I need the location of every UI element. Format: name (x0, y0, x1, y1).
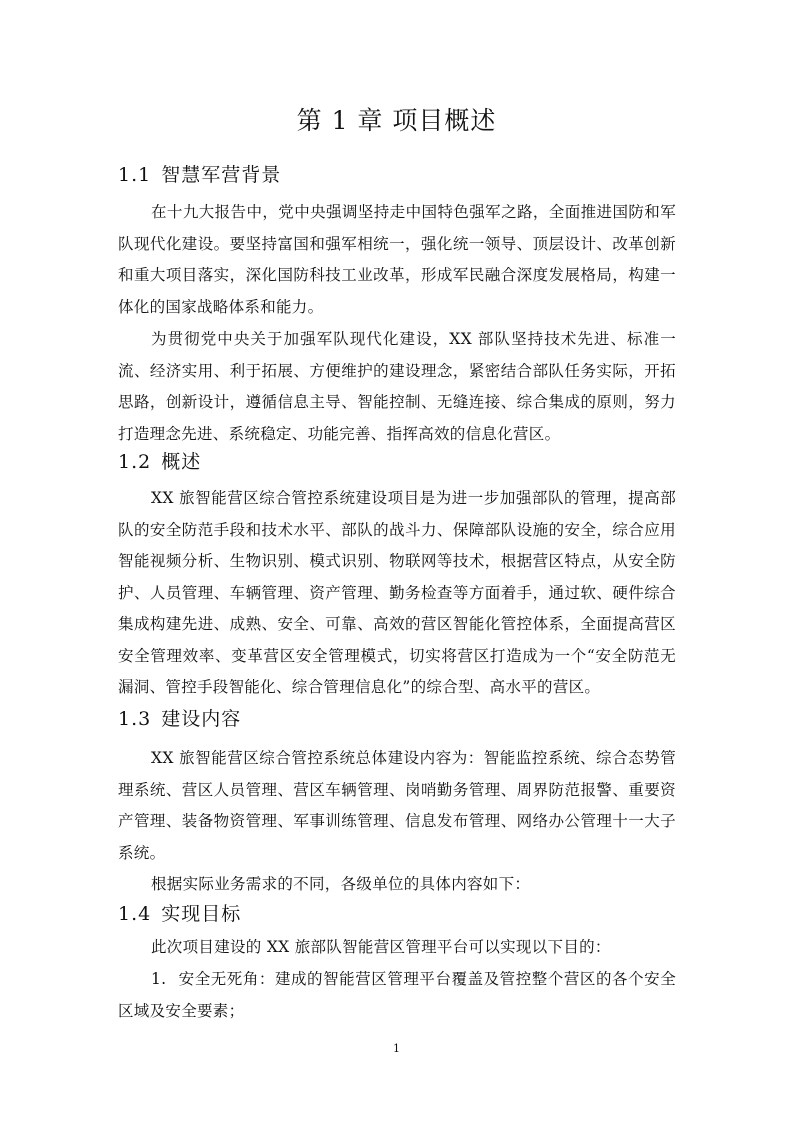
paragraph: 此次项目建设的 XX 旅部队智能营区管理平台可以实现以下目的： (151, 938, 611, 956)
section-title: 概述 (161, 451, 202, 473)
chapter-title: 第 1 章 项目概述 (296, 106, 497, 135)
paragraph: 在十九大报告中，党中央强调坚持走中国特色强军之路，全面推进国防和军队现代化建设。要坚持富国和强军相统一，强化统一领导、顶层设计、改革创新和重大项目落实，深化国防科技工业改革，形成军民融合深度发展格局，构建一体化的国家战略体系和能力。 (118, 203, 676, 316)
section-number: 1.3 (118, 708, 152, 730)
section-number: 1.2 (118, 451, 152, 473)
section-heading-1-1 (118, 162, 281, 188)
list-item (118, 964, 676, 1027)
section-number: 1.1 (118, 164, 152, 186)
section-title: 实现目标 (161, 903, 242, 925)
section-title: 建设内容 (161, 708, 242, 730)
section-heading-1-3 (118, 706, 241, 732)
section-heading-1-2 (118, 449, 201, 475)
paragraph: XX 旅智能营区综合管控系统总体建设内容为：智能监控系统、综合态势管理系统、营区人员管理、营区车辆管理、岗哨勤务管理、周界防范报警、重要资产管理、装备物资管理、军事训练管理、信息发布管理、网络办公管理十一大子系统。 (118, 749, 676, 862)
paragraph: 为贯彻党中央关于加强军队现代化建设，XX 部队坚持技术先进、标准一流、经济实用、利于拓展、方便维护的建设理念，紧密结合部队任务实际，开拓思路，创新设计，遵循信息主导、智能控制、无缝连接、综合集成的原则，努力打造理念先进、系统稳定、功能完善、指挥高效的信息化营区。 (118, 330, 676, 443)
list-marker: 1. (151, 970, 167, 988)
page-number: 1 (393, 1042, 400, 1055)
paragraph: XX 旅智能营区综合管控系统建设项目是为进一步加强部队的管理，提高部队的安全防范手段和技术水平、部队的战斗力、保障部队设施的安全，综合应用智能视频分析、生物识别、模式识别、物联网等技术，根据营区特点，从安全防护、人员管理、车辆管理、资产管理、勤务检查等方面着手，通过软、硬件综合集成构建先进、成熟、安全、可靠、高效的营区智能化管控体系，全面提高营区安全管理效率、变革营区安全管理模式，切实将营区打造成为一个“安全防范无漏洞、管控手段智能化、综合管理信息化”的综合型、高水平的营区。 (118, 489, 676, 696)
list-item-text: 安全无死角：建成的智能营区管理平台覆盖及管控整个营区的各个安全区域及安全要素； (118, 970, 676, 1020)
paragraph: 根据实际业务需求的不同，各级单位的具体内容如下： (151, 875, 531, 893)
section-number: 1.4 (118, 903, 152, 925)
section-title: 智慧军营背景 (161, 164, 282, 186)
section-heading-1-4 (118, 901, 241, 927)
